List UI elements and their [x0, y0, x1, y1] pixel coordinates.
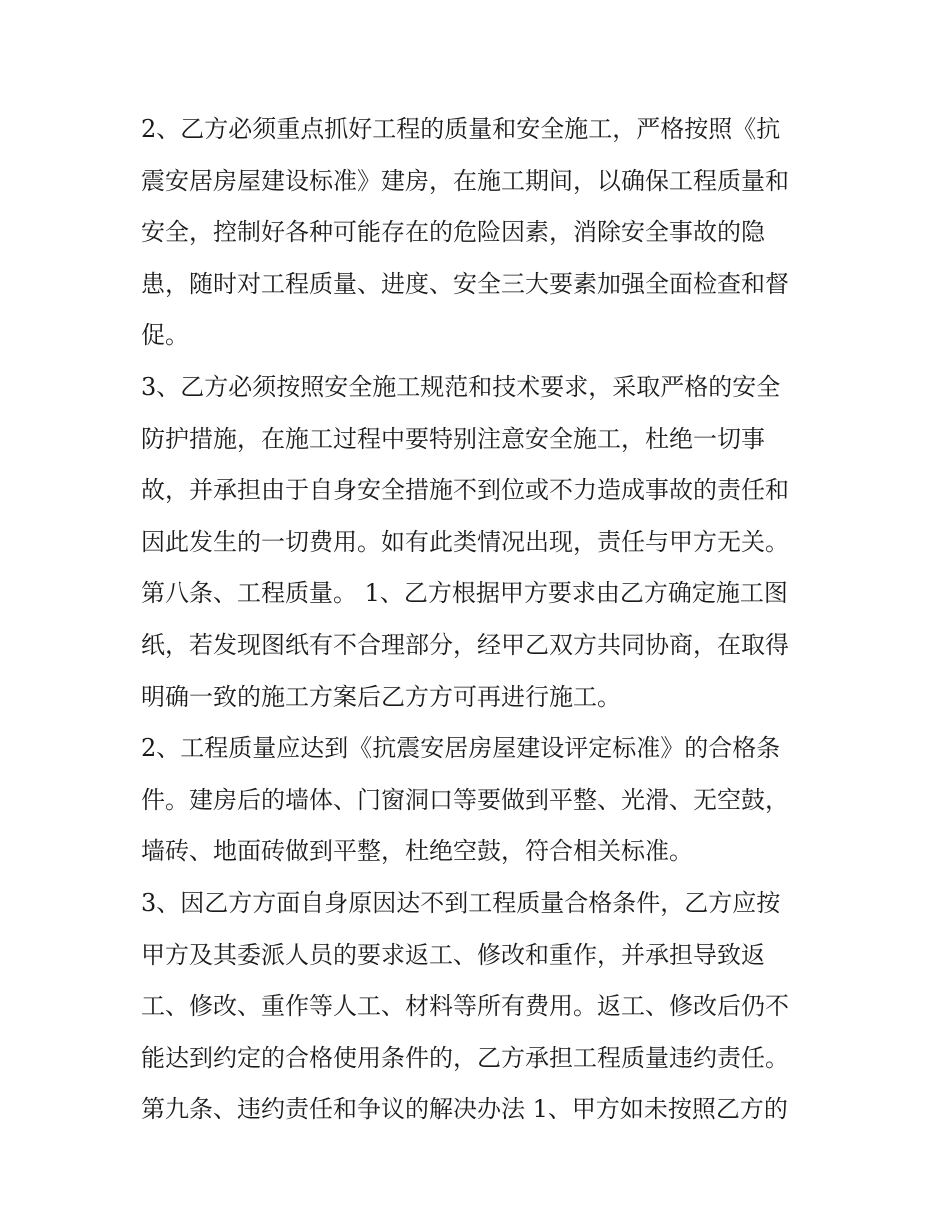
- text-line: 第八条、工程质量。 1、乙方根据甲方要求由乙方确定施工图: [141, 579, 788, 608]
- text-line: 明确一致的施工方案后乙方方可再进行施工。: [141, 682, 621, 711]
- text-line: 件。建房后的墙体、门窗洞口等要做到平整、光滑、无空鼓，: [141, 785, 789, 814]
- text-line: 工、修改、重作等人工、材料等所有费用。返工、修改后仍不: [141, 992, 789, 1021]
- contract-text: [141, 104, 821, 1136]
- text-line: 2、工程质量应达到《抗震安居房屋建设评定标准》的合格条: [141, 734, 781, 763]
- text-line: 防护措施，在施工过程中要特别注意安全施工，杜绝一切事: [141, 424, 765, 453]
- text-line: 2、乙方必须重点抓好工程的质量和安全施工，严格按照《抗: [141, 115, 781, 143]
- text-line: 能达到约定的合格使用条件的，乙方承担工程质量违约责任。: [141, 1043, 789, 1072]
- text-line: 甲方及其委派人员的要求返工、修改和重作，并承担导致返: [141, 940, 765, 969]
- text-line: 墙砖、地面砖做到平整，杜绝空鼓，符合相关标准。: [141, 837, 693, 866]
- text-line: 因此发生的一切费用。如有此类情况出现，责任与甲方无关。: [141, 527, 789, 556]
- text-line: 第九条、违约责任和争议的解决办法 1、甲方如未按照乙方的: [141, 1095, 788, 1124]
- text-line: 3、因乙方方面自身原因达不到工程质量合格条件，乙方应按: [141, 888, 781, 917]
- text-line: 3、乙方必须按照安全施工规范和技术要求，采取严格的安全: [141, 372, 781, 401]
- text-line: 安全，控制好各种可能存在的危险因素，消除安全事故的隐: [141, 218, 765, 247]
- text-line: 纸，若发现图纸有不合理部分，经甲乙双方共同协商，在取得: [141, 630, 789, 659]
- text-line: 故，并承担由于自身安全措施不到位或不力造成事故的责任和: [141, 476, 789, 505]
- text-line: 促。: [141, 321, 189, 350]
- text-line: 震安居房屋建设标准》建房，在施工期间，以确保工程质量和: [141, 166, 789, 195]
- text-line: 患，随时对工程质量、进度、安全三大要素加强全面检查和督: [141, 269, 789, 298]
